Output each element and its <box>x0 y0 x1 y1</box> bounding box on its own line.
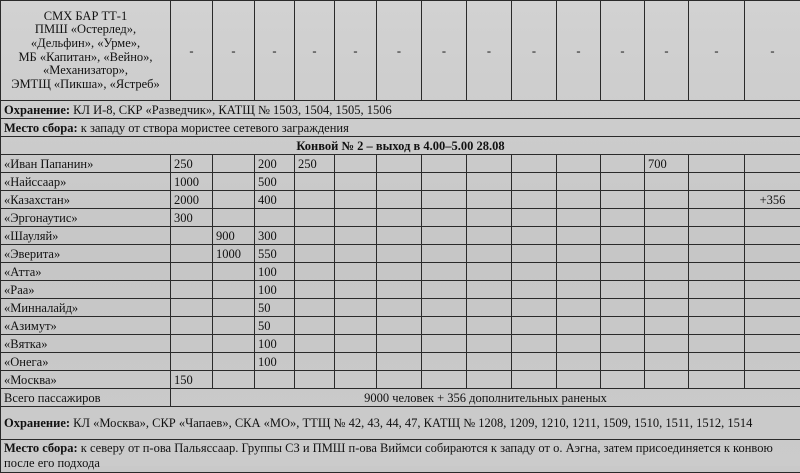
value-cell <box>213 281 255 299</box>
value-cell <box>171 281 213 299</box>
value-cell <box>213 299 255 317</box>
value-cell <box>213 263 255 281</box>
value-cell <box>645 191 689 209</box>
value-cell <box>557 155 601 173</box>
ship-name: «Эргонаутис» <box>1 209 171 227</box>
value-cell: 1000 <box>213 245 255 263</box>
table-row <box>1 191 800 209</box>
value-cell <box>335 317 377 335</box>
ship-name: «Москва» <box>1 371 171 389</box>
value-cell <box>689 335 745 353</box>
value-cell <box>512 281 557 299</box>
value-cell <box>601 191 645 209</box>
value-cell <box>745 281 800 299</box>
value-cell <box>171 335 213 353</box>
value-cell <box>745 335 800 353</box>
assembly-label: Место сбора: <box>4 121 78 135</box>
value-cell: 50 <box>255 317 295 335</box>
value-cell <box>557 281 601 299</box>
value-cell <box>467 227 512 245</box>
value-cell <box>689 227 745 245</box>
value-cell <box>377 245 422 263</box>
value-cell <box>467 191 512 209</box>
ship-name: «Азимут» <box>1 317 171 335</box>
table-row <box>1 227 800 245</box>
value-cell <box>171 299 213 317</box>
value-cell: 900 <box>213 227 255 245</box>
dash-cell: - <box>689 1 745 101</box>
value-cell <box>601 209 645 227</box>
ship-name: «Раа» <box>1 281 171 299</box>
ship-line: ЭМТЩ «Пикша», «Ястреб» <box>3 78 168 92</box>
value-cell <box>295 281 335 299</box>
value-cell <box>467 353 512 371</box>
value-cell <box>295 245 335 263</box>
value-cell <box>601 263 645 281</box>
value-cell <box>512 173 557 191</box>
assembly-label: Место сбора: <box>4 441 78 455</box>
value-cell <box>745 173 800 191</box>
ship-line: ПМШ «Остерлед», <box>3 23 168 37</box>
value-cell <box>601 335 645 353</box>
value-cell <box>467 209 512 227</box>
ship-name: «Онега» <box>1 353 171 371</box>
value-cell <box>467 317 512 335</box>
value-cell <box>557 299 601 317</box>
value-cell <box>689 263 745 281</box>
value-cell <box>335 353 377 371</box>
guard-row-1 <box>1 101 800 119</box>
value-cell <box>645 371 689 389</box>
value-cell <box>213 335 255 353</box>
value-cell <box>689 209 745 227</box>
value-cell <box>557 335 601 353</box>
value-cell <box>335 173 377 191</box>
value-cell <box>377 263 422 281</box>
value-cell <box>512 371 557 389</box>
guard-cell-2 <box>1 407 800 440</box>
value-cell <box>422 173 467 191</box>
table-row <box>1 353 800 371</box>
value-cell <box>335 335 377 353</box>
value-cell <box>213 155 255 173</box>
value-cell <box>255 371 295 389</box>
value-cell: 100 <box>255 353 295 371</box>
value-cell: +356 <box>745 191 800 209</box>
value-cell <box>645 263 689 281</box>
value-cell <box>295 371 335 389</box>
value-cell <box>335 371 377 389</box>
value-cell <box>422 209 467 227</box>
table-row <box>1 209 800 227</box>
dash-cell: - <box>213 1 255 101</box>
value-cell <box>645 209 689 227</box>
value-cell <box>377 371 422 389</box>
total-row <box>1 389 800 407</box>
value-cell: 500 <box>255 173 295 191</box>
value-cell <box>601 317 645 335</box>
value-cell <box>601 245 645 263</box>
value-cell <box>422 227 467 245</box>
value-cell: 150 <box>171 371 213 389</box>
value-cell <box>512 209 557 227</box>
value-cell <box>213 209 255 227</box>
table-row <box>1 155 800 173</box>
value-cell: 250 <box>171 155 213 173</box>
guard-label: Охранение: <box>4 416 70 430</box>
value-cell <box>512 245 557 263</box>
value-cell <box>689 299 745 317</box>
value-cell <box>422 371 467 389</box>
assembly-cell-2 <box>1 440 800 473</box>
value-cell <box>467 263 512 281</box>
value-cell <box>689 191 745 209</box>
value-cell <box>171 227 213 245</box>
value-cell: 200 <box>255 155 295 173</box>
value-cell <box>689 353 745 371</box>
top-ship-row <box>1 1 800 101</box>
value-cell <box>422 155 467 173</box>
value-cell <box>745 299 800 317</box>
ship-line: МБ «Капитан», «Вейно», <box>3 51 168 65</box>
guard-cell-1 <box>1 101 800 119</box>
value-cell <box>645 299 689 317</box>
convoy-title-row <box>1 137 800 155</box>
value-cell <box>213 191 255 209</box>
ship-name: «Минналайд» <box>1 299 171 317</box>
convoy-title: Конвой № 2 – выход в 4.00–5.00 28.08 <box>1 137 800 155</box>
value-cell <box>645 281 689 299</box>
value-cell: 100 <box>255 335 295 353</box>
dash-cell: - <box>422 1 467 101</box>
value-cell <box>689 317 745 335</box>
value-cell <box>335 209 377 227</box>
value-cell <box>645 245 689 263</box>
value-cell <box>171 317 213 335</box>
ship-line: «Дельфин», «Урме», <box>3 37 168 51</box>
value-cell <box>377 299 422 317</box>
dash-cell: - <box>295 1 335 101</box>
value-cell <box>422 191 467 209</box>
value-cell <box>171 263 213 281</box>
value-cell <box>213 371 255 389</box>
ship-line: СМХ БАР ТТ-1 <box>3 10 168 24</box>
total-value: 9000 человек + 356 дополнительных раненых <box>171 389 800 407</box>
assembly-text: к западу от створа мористее сетевого заграждения <box>81 121 349 135</box>
value-cell <box>422 281 467 299</box>
value-cell <box>295 209 335 227</box>
dash-cell: - <box>335 1 377 101</box>
table-row <box>1 281 800 299</box>
dash-cell: - <box>377 1 422 101</box>
value-cell <box>213 317 255 335</box>
value-cell: 1000 <box>171 173 213 191</box>
value-cell <box>745 263 800 281</box>
dash-cell: - <box>512 1 557 101</box>
value-cell <box>377 173 422 191</box>
value-cell <box>745 227 800 245</box>
value-cell <box>512 335 557 353</box>
dash-cell: - <box>467 1 512 101</box>
value-cell <box>645 227 689 245</box>
value-cell <box>467 371 512 389</box>
dash-cell: - <box>171 1 213 101</box>
value-cell <box>467 155 512 173</box>
value-cell <box>745 209 800 227</box>
guard-label: Охранение: <box>4 103 70 117</box>
value-cell <box>335 155 377 173</box>
value-cell: 100 <box>255 263 295 281</box>
ship-name: «Вятка» <box>1 335 171 353</box>
ship-name: «Эверита» <box>1 245 171 263</box>
value-cell <box>467 245 512 263</box>
value-cell <box>689 245 745 263</box>
table-row <box>1 299 800 317</box>
value-cell <box>645 173 689 191</box>
value-cell <box>422 317 467 335</box>
value-cell <box>295 191 335 209</box>
ship-name: «Шауляй» <box>1 227 171 245</box>
value-cell <box>335 191 377 209</box>
ship-name: «Найссаар» <box>1 173 171 191</box>
value-cell <box>171 353 213 371</box>
value-cell <box>557 371 601 389</box>
value-cell <box>689 173 745 191</box>
value-cell <box>601 371 645 389</box>
value-cell <box>601 227 645 245</box>
value-cell <box>377 353 422 371</box>
total-label: Всего пассажиров <box>1 389 171 407</box>
value-cell: 250 <box>295 155 335 173</box>
table-row <box>1 173 800 191</box>
value-cell <box>601 281 645 299</box>
value-cell <box>335 299 377 317</box>
table-row <box>1 245 800 263</box>
value-cell <box>255 209 295 227</box>
value-cell <box>601 173 645 191</box>
value-cell <box>467 281 512 299</box>
value-cell <box>645 317 689 335</box>
value-cell <box>689 371 745 389</box>
ship-name: «Иван Папанин» <box>1 155 171 173</box>
value-cell: 100 <box>255 281 295 299</box>
value-cell: 300 <box>255 227 295 245</box>
value-cell <box>745 155 800 173</box>
value-cell <box>645 335 689 353</box>
value-cell <box>335 245 377 263</box>
guard-text: КЛ И-8, СКР «Разведчик», КАТЩ № 1503, 1504, 1505, 1506 <box>73 103 392 117</box>
value-cell: 550 <box>255 245 295 263</box>
value-cell <box>377 335 422 353</box>
value-cell <box>335 281 377 299</box>
value-cell <box>645 353 689 371</box>
value-cell <box>512 263 557 281</box>
value-cell <box>171 245 213 263</box>
value-cell <box>467 173 512 191</box>
value-cell: 2000 <box>171 191 213 209</box>
assembly-row-2 <box>1 440 800 473</box>
dash-cell: - <box>255 1 295 101</box>
value-cell <box>467 299 512 317</box>
value-cell <box>557 353 601 371</box>
value-cell <box>213 353 255 371</box>
ship-name: «Атта» <box>1 263 171 281</box>
ship-name: «Казахстан» <box>1 191 171 209</box>
value-cell <box>745 245 800 263</box>
value-cell <box>377 155 422 173</box>
value-cell <box>557 173 601 191</box>
value-cell <box>512 155 557 173</box>
value-cell <box>601 299 645 317</box>
value-cell <box>512 299 557 317</box>
ship-list-cell <box>1 1 171 101</box>
dash-cell: - <box>557 1 601 101</box>
value-cell <box>422 245 467 263</box>
table-row <box>1 335 800 353</box>
value-cell <box>422 335 467 353</box>
value-cell <box>745 371 800 389</box>
value-cell <box>295 317 335 335</box>
assembly-row-1 <box>1 119 800 137</box>
value-cell <box>512 191 557 209</box>
value-cell <box>557 245 601 263</box>
value-cell <box>557 191 601 209</box>
value-cell <box>422 263 467 281</box>
ship-rows <box>1 155 800 389</box>
value-cell <box>467 335 512 353</box>
guard-row-2 <box>1 407 800 440</box>
value-cell <box>689 155 745 173</box>
ship-line: «Механизатор», <box>3 64 168 78</box>
value-cell <box>377 281 422 299</box>
value-cell <box>601 353 645 371</box>
value-cell <box>512 227 557 245</box>
value-cell <box>557 317 601 335</box>
value-cell <box>745 317 800 335</box>
table-row <box>1 371 800 389</box>
value-cell <box>557 209 601 227</box>
value-cell <box>213 173 255 191</box>
value-cell <box>335 263 377 281</box>
dash-cell: - <box>645 1 689 101</box>
value-cell <box>512 317 557 335</box>
assembly-text: к северу от п-ова Пальяссаар. Группы СЗ и ПМШ п-ова Виймси собираются к западу от о. Аэгна, затем присоединяется к конвою после его подхода <box>4 441 773 470</box>
value-cell: 700 <box>645 155 689 173</box>
value-cell <box>689 281 745 299</box>
value-cell <box>295 263 335 281</box>
assembly-cell-1 <box>1 119 800 137</box>
value-cell <box>557 227 601 245</box>
guard-text: КЛ «Москва», СКР «Чапаев», СКА «МО», ТТЩ № 42, 43, 44, 47, КАТЩ № 1208, 1209, 1210, 1211, 1509, 1510, 1511, 1512, 1514 <box>73 416 752 430</box>
value-cell: 50 <box>255 299 295 317</box>
value-cell <box>377 227 422 245</box>
dash-cell: - <box>745 1 800 101</box>
value-cell <box>377 191 422 209</box>
value-cell <box>745 353 800 371</box>
value-cell <box>295 173 335 191</box>
value-cell <box>512 353 557 371</box>
value-cell <box>295 353 335 371</box>
value-cell <box>295 227 335 245</box>
value-cell <box>377 317 422 335</box>
value-cell <box>295 335 335 353</box>
table-row <box>1 263 800 281</box>
value-cell <box>422 353 467 371</box>
value-cell <box>377 209 422 227</box>
value-cell <box>601 155 645 173</box>
dash-cell: - <box>601 1 645 101</box>
value-cell: 400 <box>255 191 295 209</box>
value-cell <box>295 299 335 317</box>
table-row <box>1 317 800 335</box>
value-cell: 300 <box>171 209 213 227</box>
value-cell <box>335 227 377 245</box>
value-cell <box>557 263 601 281</box>
value-cell <box>422 299 467 317</box>
